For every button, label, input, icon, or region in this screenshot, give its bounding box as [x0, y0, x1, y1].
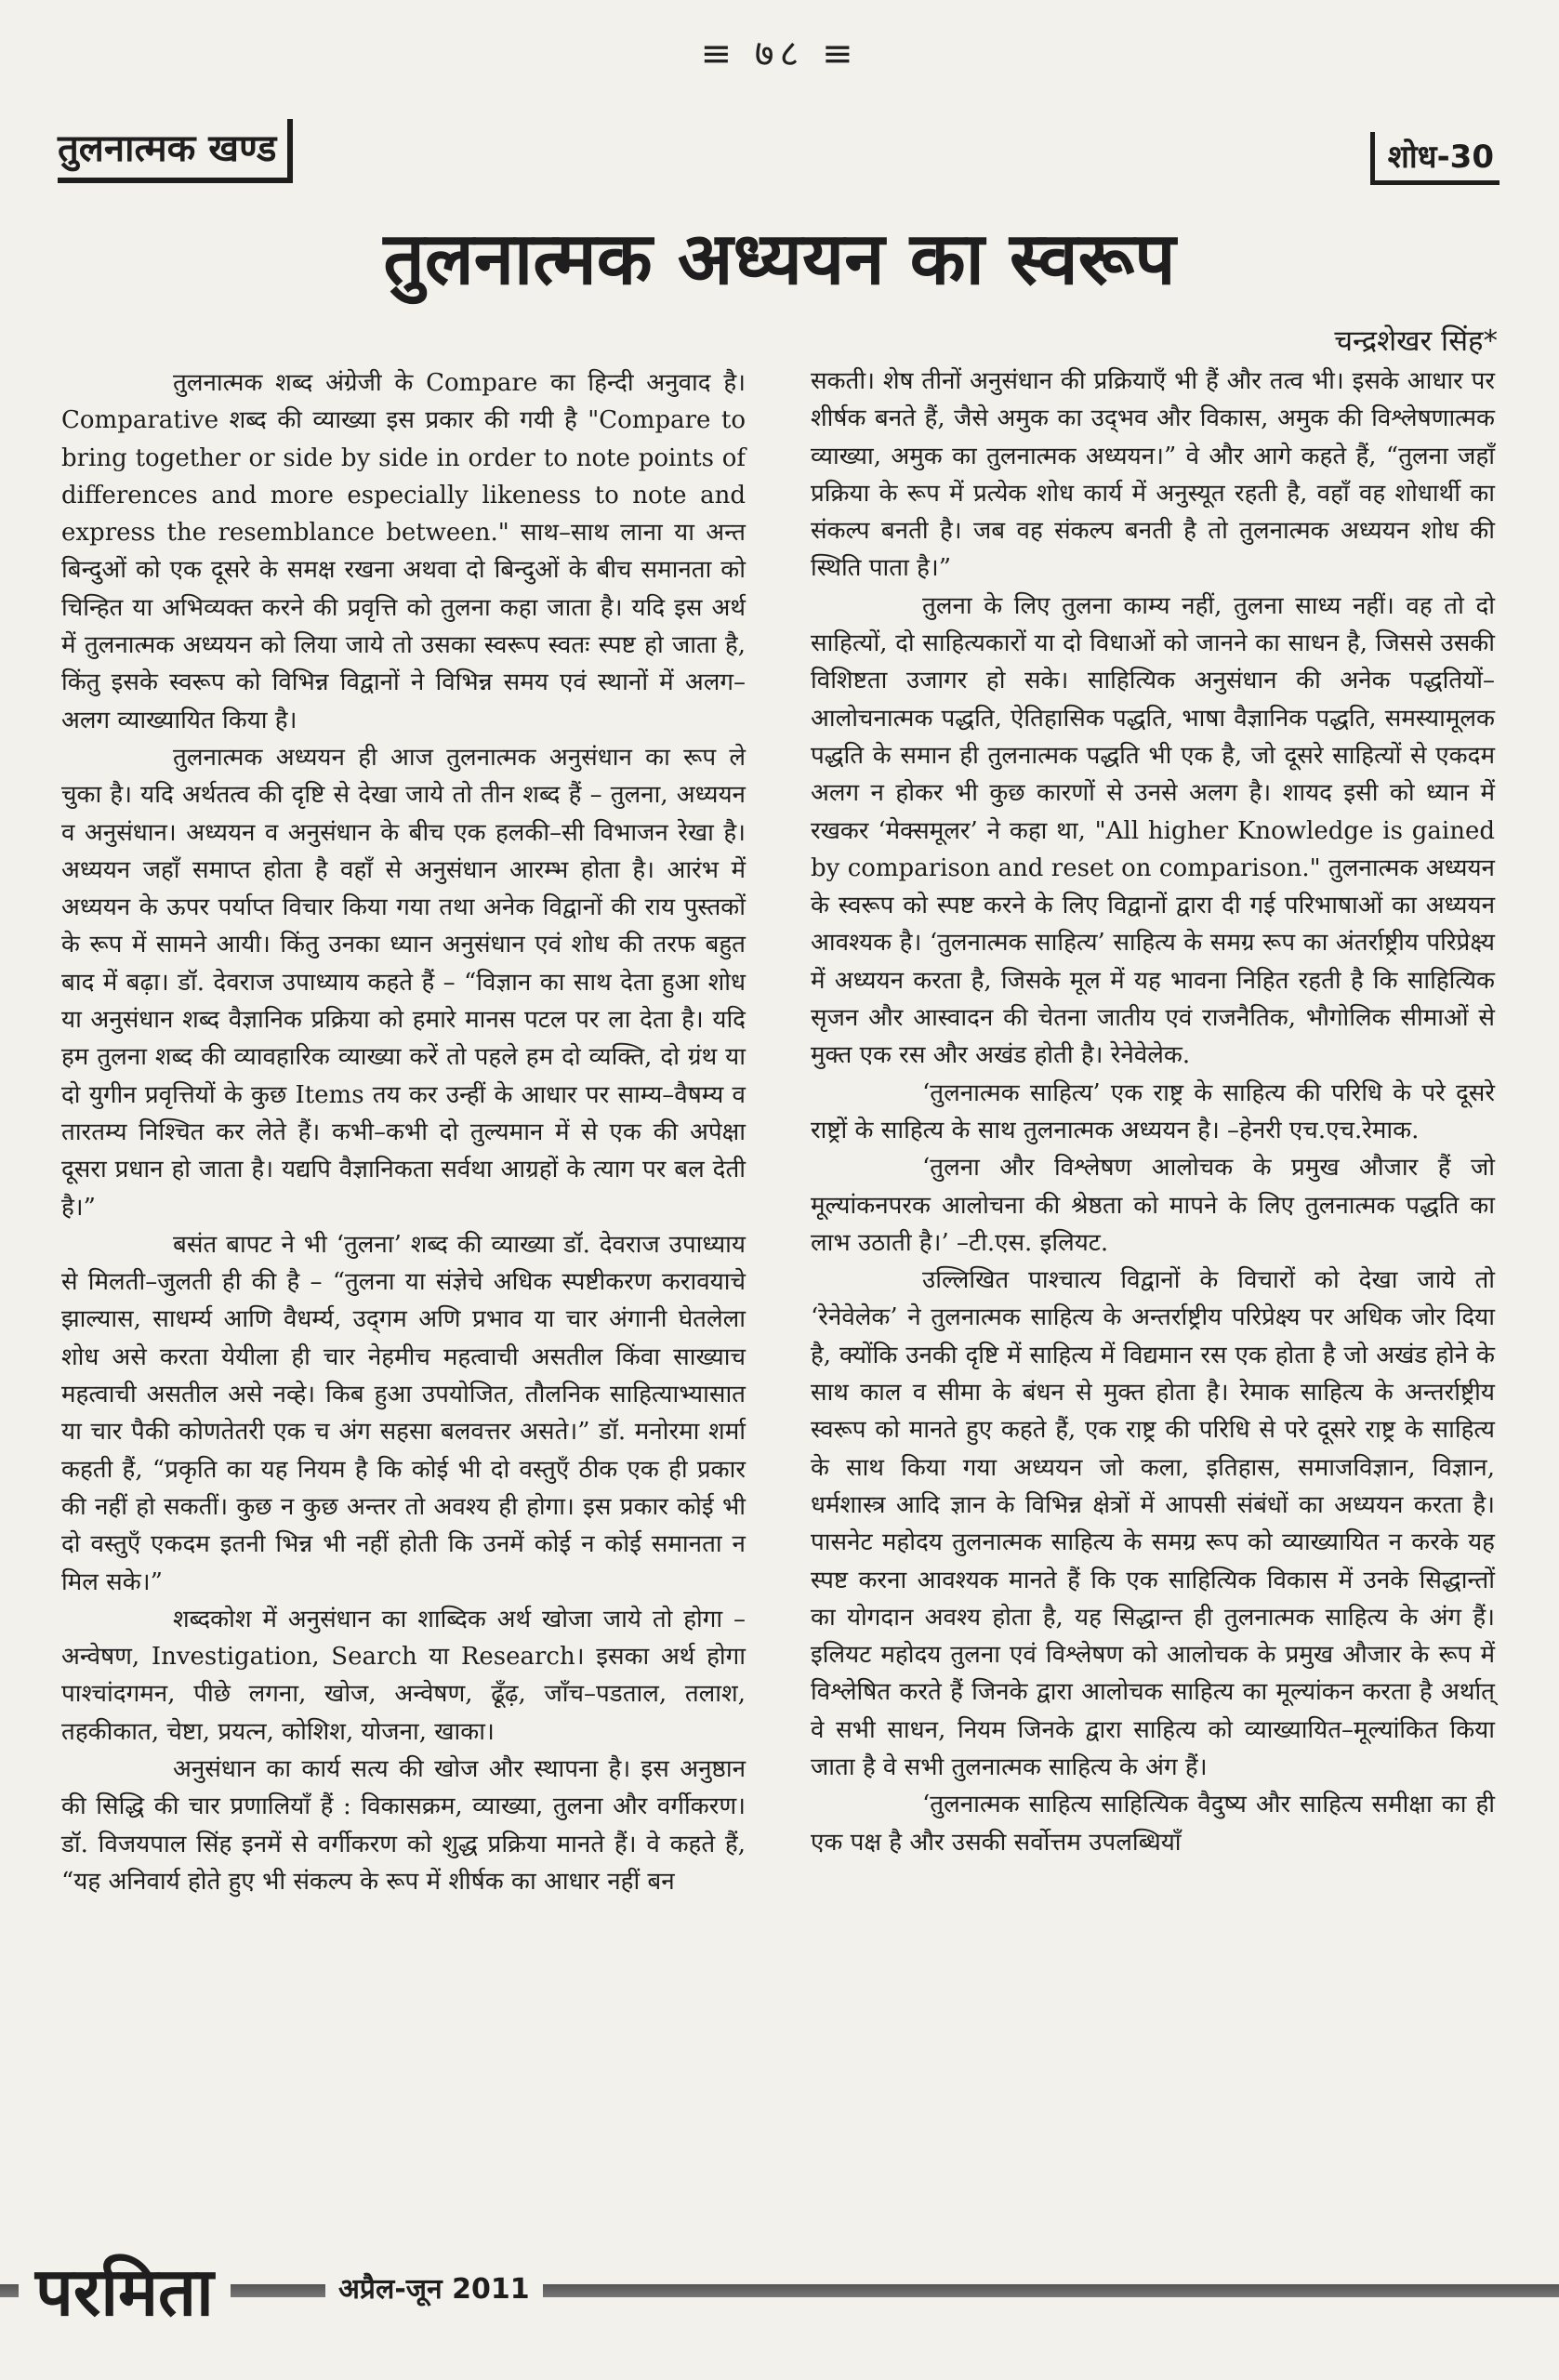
article-title: तुलनात्मक अध्ययन का स्वरूप	[383, 218, 1176, 301]
paragraph: बसंत बापट ने भी ‘तुलना’ शब्द की व्याख्या डॉ. देवराज उपाध्याय से मिलती–जुलती ही की है – “तुलना या संज्ञेचे अधिक स्पष्टीकरण करावयाचे झाल्यास, साधर्म्य आणि वैधर्म्य, उद्‌गम अणि प्रभाव या चार अंगानी घेतलेला शोध असे करता येयीला ही चार नेहमीच महत्वाची असतील किंवा साख्याच महत्वाची असतील असे नव्हे। किब हुआ उपयोजित, तौलनिक साहित्याभ्यासात या चार पैकी कोणतेतरी एक च अंग सहसा बलवत्तर असते।” डॉ. मनोरमा शर्मा कहती हैं, “प्रकृति का यह नियम है कि कोई भी दो वस्तुएँ ठीक एक ही प्रकार की नहीं हो सकतीं। कुछ न कुछ अन्तर तो अवश्य ही होगा। इस प्रकार कोई भी दो वस्तुएँ एकदम इतनी भिन्न भी नहीं होती कि उनमें कोई न कोई समानता न मिल सके।”	[61, 1230, 746, 1596]
paragraph: तुलना के लिए तुलना काम्य नहीं, तुलना साध्य नहीं। वह तो दो साहित्यों, दो साहित्यकारों या दो विधाओं को जानने का साधन है, जिससे उसकी विशिष्टता उजागर हो सके। साहित्यिक अनुसंधान की अनेक पद्धतियों–आलोचनात्मक पद्धति, ऐतिहासिक पद्धति, भाषा वैज्ञानिक पद्धति, समस्यामूलक पद्धति के समान ही तुलनात्मक पद्धति भी एक है, जो दूसरे साहित्यों से एकदम अलग न होकर भी कुछ कारणों से उनसे अलग है। शायद इसी को ध्यान में रखकर ‘मेक्समूलर’ ने कहा था, "All higher Knowledge is gained by comparison and reset on comparison." तुलनात्मक अध्ययन के स्वरूप को स्पष्ट करने के लिए विद्वानों द्वारा दी गई परिभाषाओं का अध्ययन आवश्यक है। ‘तुलनात्मक साहित्य’ साहित्य के समग्र रूप का अंतर्राष्ट्रीय परिप्रेक्ष्य में अध्ययन करता है, जिसके मूल में यह भावना निहित रहती है कि साहित्यिक सृजन और आस्वादन की चेतना जातीय एवं राजनैतिक, भौगोलिक सीमाओं से मुक्त एक रस और अखंड होती है। रेनेवेलेक.	[811, 591, 1495, 1070]
paragraph: सकती। शेष तीनों अनुसंधान की प्रक्रियाएँ भी हैं और तत्व भी। इसके आधार पर शीर्षक बनते हैं, जैसे अमुक का उद्‌भव और विकास, अमुक की विश्लेषणात्मक व्याख्या, अमुक का तुलनात्मक अध्ययन।” वे और आगे कहते हैं, “तुलना जहाँ प्रक्रिया के रूप में प्रत्येक शोध कार्य में अनुस्यूत रहती है, वहाँ वह शोधार्थी का संकल्प बनती है। जब वह संकल्प बनती है तो तुलनात्मक अध्ययन शोध की स्थिति पाता है।”	[811, 367, 1495, 583]
author-name: चन्द्रशेखर सिंह*	[1334, 324, 1498, 358]
paragraph: उल्लिखित पाश्चात्य विद्वानों के विचारों को देखा जाये तो ‘रेनेवेलेक’ ने तुलनात्मक साहित्य के अन्तर्राष्ट्रीय परिप्रेक्ष्य पर अधिक जोर दिया है, क्योंकि उनकी दृष्टि में साहित्य में विद्यमान रस एक होता है जो अखंड होने के साथ काल व सीमा के बंधन से मुक्त होता है। रेमाक साहित्य के अन्तर्राष्ट्रीय स्वरूप को मानते हुए कहते हैं, एक राष्ट्र की परिधि से परे दूसरे राष्ट्र के साहित्य के साथ किया गया अध्ययन जो कला, इतिहास, समाजविज्ञान, विज्ञान, धर्मशास्त्र आदि ज्ञान के विभिन्न क्षेत्रों में आपसी संबंधों का अध्ययन करता है। पासनेट महोदय तुलनात्मक साहित्य के समग्र रूप को व्याख्यायित न करके यह स्पष्ट करना आवश्यक मानते हैं कि एक साहित्यिक विकास में उनके सिद्धान्तों का योगदान अवश्य होता है, यह सिद्धान्त ही तुलनात्मक साहित्य के अंग हैं। इलियट महोदय तुलना एवं विश्लेषण को आलोचक के प्रमुख औजार के रूप में विश्लेषित करते हैं जिनके द्वारा आलोचक साहित्य का मूल्यांकन करता है अर्थात् वे सभी साधन, नियम जिनके द्वारा साहित्य को व्याख्यायित–मूल्यांकित किया जाता है वे सभी तुलनात्मक साहित्य के अंग हैं।	[811, 1266, 1495, 1781]
paragraph: अनुसंधान का कार्य सत्य की खोज और स्थापना है। इस अनुष्ठान की सिद्धि की चार प्रणालियाँ हैं : विकासक्रम, व्याख्या, तुलना और वर्गीकरण। डॉ. विजयपाल सिंह इनमें से वर्गीकरण को शुद्ध प्रक्रिया मानते हैं। वे कहते हैं, “यह अनिवार्य होते हुए भी संकल्प के रूप में शीर्षक का आधार नहीं बन	[61, 1754, 746, 1896]
paragraph: ‘तुलनात्मक साहित्य’ एक राष्ट्र के साहित्य की परिधि के परे दूसरे राष्ट्रों के साहित्य के साथ तुलनात्मक अध्ययन है। –हेनरी एच.एच.रेमाक.	[811, 1078, 1495, 1144]
footer-rule	[0, 2284, 1559, 2297]
paragraph: ‘तुलना और विश्लेषण आलोचक के प्रमुख औजार हैं जो मूल्यांकनपरक आलोचना की श्रेष्ठता को मापने के लिए तुलनात्मक पद्धति का लाभ उठाती है।’ –टी.एस. इलियट.	[811, 1154, 1495, 1257]
right-column	[811, 363, 1495, 1861]
section-label: तुलनात्मक खण्ड	[58, 119, 293, 183]
magazine-logo: परमिता	[19, 2250, 231, 2334]
issue-date: अप्रैल-जून 2011	[325, 2268, 543, 2307]
paragraph: ‘तुलनात्मक साहित्य साहित्यिक वैदुष्य और साहित्य समीक्षा का ही एक पक्ष है और उसकी सर्वोत्तम उपलब्धियाँ	[811, 1791, 1495, 1857]
paragraph: शब्दकोश में अनुसंधान का शाब्दिक अर्थ खोजा जाये तो होगा – अन्वेषण, Investigation, Search या Research। इसका अर्थ होगा पाश्चांदगमन, पीछे लगना, खोज, अन्वेषण, ढूँढ़, जाँच–पडताल, तलाश, तहकीकात, चेष्टा, प्रयत्न, कोशिश, योजना, खाका।	[61, 1605, 746, 1746]
issue-label: शोध-30	[1370, 132, 1500, 185]
paragraph: तुलनात्मक अध्ययन ही आज तुलनात्मक अनुसंधान का रूप ले चुका है। यदि अर्थतत्व की दृष्टि से देखा जाये तो तीन शब्द हैं – तुलना, अध्ययन व अनुसंधान। अध्ययन व अनुसंधान के बीच एक हलकी–सी विभाजन रेखा है। अध्ययन जहाँ समाप्त होता है वहाँ से अनुसंधान आरम्भ होता है। आरंभ में अध्ययन के ऊपर पर्याप्त विचार किया गया तथा अनेक विद्वानों की राय पुस्तकों के रूप में सामने आयी। किंतु उनका ध्यान अनुसंधान एवं शोध की तरफ बहुत बाद में बढ़ा। डॉ. देवराज उपाध्याय कहते हैं – “विज्ञान का साथ देता हुआ शोध या अनुसंधान शब्द वैज्ञानिक प्रक्रिया को हमारे मानस पटल पर ला देता है। यदि हम तुलना शब्द की व्यावहारिक व्याख्या करें तो पहले हम दो व्यक्ति, दो ग्रंथ या दो युगीन प्रवृत्तियों के कुछ Items तय कर उन्हीं के आधार पर साम्य–वैषम्य व तारतम्य निश्चित कर लेते हैं। कभी–कभी दो तुल्यमान में से एक की अपेक्षा दूसरा प्रधान हो जाता है। यद्यपि वैज्ञानिकता सर्वथा आग्रहों के त्याग पर बल देती है।”	[61, 743, 746, 1222]
left-column	[61, 364, 746, 1900]
page-number: ≡ ७८ ≡	[700, 33, 859, 75]
paragraph: तुलनात्मक शब्द अंग्रेजी के Compare का हिन्दी अनुवाद है। Comparative शब्द की व्याख्या इस प्रकार की गयी है "Compare to bring together or side by side in order to note points of differences and more especially likeness to note and express the resemblance between." साथ–साथ लाना या अन्त बिन्दुओं को एक दूसरे के समक्ष रखना अथवा दो बिन्दुओं के बीच समानता को चिन्हित या अभिव्यक्त करने की प्रवृत्ति को तुलना कहा जाता है। यदि इस अर्थ में तुलनात्मक अध्ययन को लिया जाये तो उसका स्वरूप स्वतः स्पष्ट हो जाता है, किंतु इसके स्वरूप को विभिन्न विद्वानों ने विभिन्न समय एवं स्थानों में अलग–अलग व्याख्यायित किया है।	[61, 369, 746, 734]
